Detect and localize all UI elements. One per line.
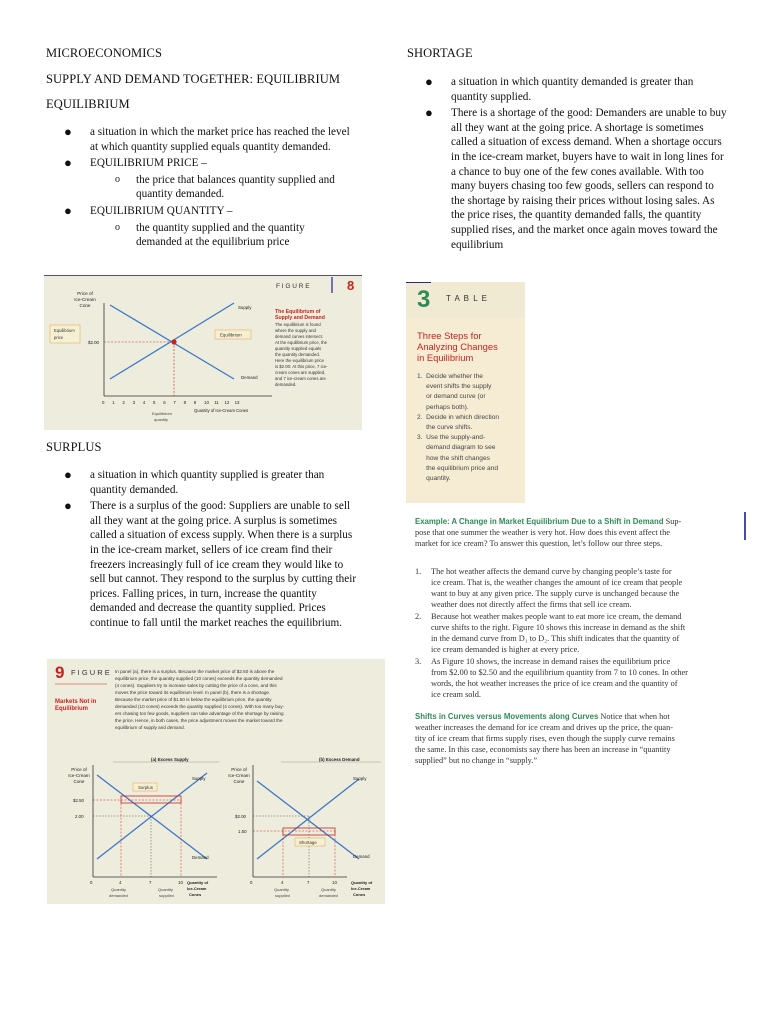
list-item: ● There is a surplus of the good: Suppliers are unable to sell all they want at the going price. A surplus is sometimes called a situation of excess supply. When there is a surplus in the ice-cream market, sellers of ice cream find their freezers increasingly full of ice cream they would like to sell but cannot. They respond to the surplus by cutting their prices. Falling prices, in turn, increase the quantity demanded and decrease the quantity supplied. Prices continue to fall until the market reaches the equilibrium.: [64, 498, 357, 629]
caption-line: ers chasing too few goods, suppliers can take advantage of the shortage by raising: [115, 711, 284, 716]
caption-line: At the equilibrium price, the: [275, 340, 328, 345]
example-title: Example: A Change in Market Equilibrium Due to a Shift in Demand: [415, 517, 664, 526]
x-tick-label: 5: [153, 400, 156, 405]
x-tick-label: 10: [204, 400, 209, 405]
shortage-section: [425, 74, 729, 252]
quantity-supplied-label: Quantity: [274, 887, 289, 892]
bullet-icon: ●: [425, 74, 433, 89]
x-axis-label: Ice-Cream: [187, 886, 207, 891]
y-axis-label: Cone: [233, 779, 245, 784]
caption-line: Because the market price of $1.50 is below the equilibrium price, the quantity: [115, 697, 272, 702]
figure-8: [44, 275, 362, 430]
supply-label: Supply: [353, 776, 367, 781]
y-axis-label: Ice-Cream: [74, 297, 96, 302]
price-tick-label: 2.00: [75, 814, 84, 819]
quantity-demanded-label: demanded: [109, 893, 128, 898]
y-axis-label: Cone: [79, 303, 91, 308]
surplus-heading: SURPLUS: [46, 440, 102, 454]
bullet-icon: ●: [64, 498, 72, 514]
panel-b-title: (b) Excess Demand: [319, 757, 360, 762]
excerpt-rule: [744, 512, 746, 540]
caption-line: equilibrium of supply and demand.: [115, 725, 185, 730]
figure-9: [47, 659, 385, 904]
y-axis-label: Ice-Cream: [68, 773, 90, 778]
table-step-line: the equilibrium price and: [417, 464, 498, 472]
demand-label: Demand: [241, 375, 258, 380]
shortage-label: Shortage: [299, 840, 317, 845]
table-title: Three Steps for Analyzing Changes in Equilibrium: [417, 330, 498, 363]
table-step-line: 1. Decide whether the: [417, 373, 483, 380]
x-tick-label: 7: [149, 880, 152, 885]
caption-line: the price. Hence, in both cases, the price adjustment moves the market toward the: [115, 718, 283, 723]
example-item-1: 1. The hot weather affects the demand curve by changing people’s taste for ice cream. That is, the weather changes the amount of ice cream that people want to buy at any given price. The supply curve is unchanged because the weather does not directly affect the firms that sell ice cream.: [415, 567, 683, 609]
surplus-label: Surplus: [138, 785, 153, 790]
y-axis-label: Cone: [73, 779, 85, 784]
x-tick-label: 11: [214, 400, 219, 405]
circle-bullet-icon: o: [115, 221, 120, 233]
x-axis-ticks: [102, 400, 240, 405]
caption-line: cream cones are supplied,: [275, 370, 326, 375]
list-item: ● a situation in which quantity demanded is greater than quantity supplied.: [425, 74, 694, 103]
x-tick-label: 12: [224, 400, 230, 405]
quantity-demanded-label: Quantity: [111, 887, 126, 892]
equilibrium-label: Equilibrium: [220, 332, 242, 338]
figure-number: 9: [55, 663, 65, 682]
x-tick-label: 10: [332, 880, 337, 885]
quantity-supplied-label: supplied: [159, 893, 174, 898]
x-tick-label: 0: [102, 400, 105, 405]
equilibrium-price-callout: Equilibrium: [54, 328, 75, 333]
table-step-line: how the shift changes: [417, 454, 490, 462]
table-body: [406, 318, 525, 503]
table-number: 3: [417, 286, 431, 313]
x-tick-label: 4: [281, 880, 284, 885]
caption-title: Equilibrium: [55, 706, 88, 712]
text-line: Sup-: [665, 517, 682, 526]
bullet-icon: ●: [425, 105, 433, 121]
bullet-icon: ●: [64, 155, 72, 171]
x-tick-label: 4: [119, 880, 122, 885]
sub-item: o the price that balances quantity supplied and quantity demanded.: [115, 173, 335, 201]
x-tick-label: 7: [173, 400, 176, 405]
equilibrium-quantity-callout: Equilibrium: [152, 411, 172, 416]
equilibrium-price-callout: price: [54, 335, 64, 340]
caption-title: Supply and Demand: [275, 315, 325, 321]
caption-line: and 7 ice-cream cones are: [275, 376, 326, 381]
x-axis-label: Quantity of: [187, 880, 209, 885]
x-tick-label: 0: [90, 880, 93, 885]
list-item: ● EQUILIBRIUM QUANTITY – o the quantity supplied and the quantity demanded at the equilibrium price: [90, 204, 360, 250]
x-tick-label: 2: [122, 400, 125, 405]
caption-title: Markets Not in: [55, 699, 97, 705]
example-item-3: 3. As Figure 10 shows, the increase in demand raises the equilibrium price from $2.00 to $2.50 and the equilibrium quantity from 7 to 10 cones. In other words, the hot weather increases the price of ice cream and the quantity of ice cream sold.: [415, 657, 688, 699]
list-item: ● a situation in which the market price has reached the level at which quantity supplied equals quantity demanded.: [64, 124, 350, 153]
table-step-line: quantity.: [417, 475, 451, 483]
list-item: ● EQUILIBRIUM PRICE – o the price that balances quantity supplied and quantity demanded.: [90, 156, 360, 202]
quantity-supplied-label: supplied: [275, 893, 290, 898]
table-step-line: demand diagram to see: [417, 444, 496, 452]
equilibrium-quantity-callout: quantity: [154, 417, 169, 422]
caption-text: [115, 669, 285, 730]
table-label: T A B L E: [446, 294, 488, 303]
table-step-line: 3. Use the supply-and-: [417, 434, 486, 442]
price-tick-label: $2.50: [73, 798, 84, 803]
caption-line: Here the equilibrium price: [275, 358, 324, 363]
caption-line: demanded.: [275, 382, 297, 387]
table-steps: [417, 372, 499, 484]
bullet-icon: ●: [64, 202, 72, 218]
figure-label: F I G U R E: [276, 283, 310, 290]
figure-8-chart: [44, 275, 362, 430]
y-axis-label: Price of: [231, 767, 247, 772]
x-axis-label: Ice-Cream: [351, 886, 371, 891]
x-tick-label: 1: [112, 400, 115, 405]
list-item: ● There is a shortage of the good: Demanders are unable to buy all they want at the going price. A shortage is sometimes called a situation of excess demand. When a shortage occurs in the ice-cream market, buyers have to wait in long lines for a chance to buy one of the few cones available. With too many buyers chasing too few goods, sellers can respond to the shortage by raising their prices without losing sales. As the price rises, the quantity demanded falls, the quantity supplied rises, and the market once again moves toward the equilibrium: [425, 105, 727, 251]
price-tick-label: $2.00: [88, 340, 99, 345]
chapter-heading: SUPPLY AND DEMAND TOGETHER: EQUILIBRIUM: [46, 72, 341, 86]
caption-line: In panel (a), there is a surplus. Because the market price of $2.50 is above the: [115, 669, 275, 674]
price-tick-label: $2.00: [235, 814, 246, 819]
caption-line: where the supply and: [275, 328, 316, 333]
demand-label: Demand: [353, 854, 370, 859]
quantity-supplied-label: Quantity: [158, 887, 173, 892]
x-axis-label: Quantity of Ice-Cream Cones: [194, 408, 249, 413]
x-axis-label: Cones: [189, 892, 202, 897]
circle-bullet-icon: o: [115, 173, 120, 185]
x-tick-label: 0: [250, 880, 253, 885]
price-tick-label: 1.50: [238, 829, 247, 834]
course-heading: MICROECONOMICS: [46, 46, 162, 60]
example-item-2: 2. Because hot weather makes people want to eat more ice cream, the demand curve shifts to the right. Figure 10 shows this increase in demand as the shift in the demand curve from D₁ to D₂. This shift indicates that the quantity of ice cream demanded is higher at every price.: [415, 612, 686, 654]
figure-9-chart: [47, 659, 385, 904]
caption-line: is $2.00: At this price, 7 ice-: [275, 364, 328, 369]
x-tick-label: 4: [142, 400, 146, 405]
caption-line: moves the price toward its equilibrium level. In panel (b), there is a shortage.: [115, 690, 271, 695]
table-3: [406, 282, 525, 503]
table-step-line: or demand curve (or: [417, 393, 486, 401]
table-step-line: perhaps both).: [417, 403, 469, 411]
supply-label: Supply: [192, 776, 206, 781]
surplus-section: [64, 467, 358, 631]
x-tick-label: 13: [234, 400, 240, 405]
x-axis-label: Cones: [353, 892, 366, 897]
text-line: market for ice cream? To answer this question, let’s follow our three steps.: [415, 539, 663, 548]
y-axis-label: Price of: [77, 291, 93, 296]
caption-line: equilibrium price, the quantity supplied (10 cones) exceeds the quantity demanded: [115, 676, 283, 681]
x-tick-label: 7: [307, 880, 310, 885]
sub-item: o the quantity supplied and the quantity demanded at the equilibrium price: [115, 221, 305, 249]
x-axis-label: Quantity of: [351, 880, 373, 885]
list-item: ● a situation in which quantity supplied is greater than quantity demanded.: [64, 467, 325, 496]
table-step-line: 2. Decide in which direction: [417, 413, 500, 421]
shifts-title: Shifts in Curves versus Movements along Curves: [415, 712, 599, 721]
demand-label: Demand: [192, 855, 209, 860]
table-step-line: event shifts the supply: [417, 383, 492, 391]
quantity-demanded-label: Quantity: [321, 887, 336, 892]
x-tick-label: 3: [132, 400, 136, 405]
caption-text: [275, 322, 328, 387]
caption-line: (4 cones). Suppliers try to increase sales by cutting the price of a cone, and this: [115, 683, 277, 688]
equilibrium-heading: EQUILIBRIUM: [46, 97, 130, 111]
shortage-heading: SHORTAGE: [407, 46, 473, 60]
caption-line: quantity supplied equals: [275, 346, 322, 351]
x-tick-label: 6: [163, 400, 166, 405]
bullet-icon: ●: [64, 124, 72, 139]
bullet-icon: ●: [64, 467, 72, 482]
figure-label: F I G U R E: [71, 668, 110, 677]
panel-a-title: (a) Excess Supply: [151, 757, 189, 762]
text-line: pose that one summer the weather is very hot. How does this event affect the: [415, 528, 670, 537]
equilibrium-section: [64, 124, 360, 250]
caption-line: demand curves intersect.: [275, 334, 324, 339]
caption-line: demanded (10 cones) exceeds the quantity supplied (4 cones). With too many buy-: [115, 704, 285, 709]
x-tick-label: 10: [178, 880, 183, 885]
supply-label: Supply: [238, 305, 252, 310]
caption-line: the quantity demanded.: [275, 352, 320, 357]
example-excerpt: [415, 516, 745, 776]
quantity-demanded-label: demanded: [319, 893, 338, 898]
x-tick-label: 8: [183, 400, 187, 405]
shifts-paragraph: Shifts in Curves versus Movements along Curves Notice that when hot weather increases the demand for ice cream and drives up the price, the quan- tity of ice cream that firms supply rises, even though the supply curve remains the same. In this case, economists say there has been an increase in “quantity supplied” but no change in “supply.”: [415, 712, 675, 765]
figure-number: 8: [347, 278, 355, 293]
y-axis-label: Price of: [71, 767, 87, 772]
table-step-line: the curve shifts.: [417, 424, 473, 432]
caption-title: The Equilibrium of: [275, 309, 321, 315]
x-tick-label: 9: [193, 400, 197, 405]
y-axis-label: Ice-Cream: [228, 773, 250, 778]
caption-line: The equilibrium is found: [275, 322, 321, 327]
equilibrium-point: [171, 339, 176, 344]
